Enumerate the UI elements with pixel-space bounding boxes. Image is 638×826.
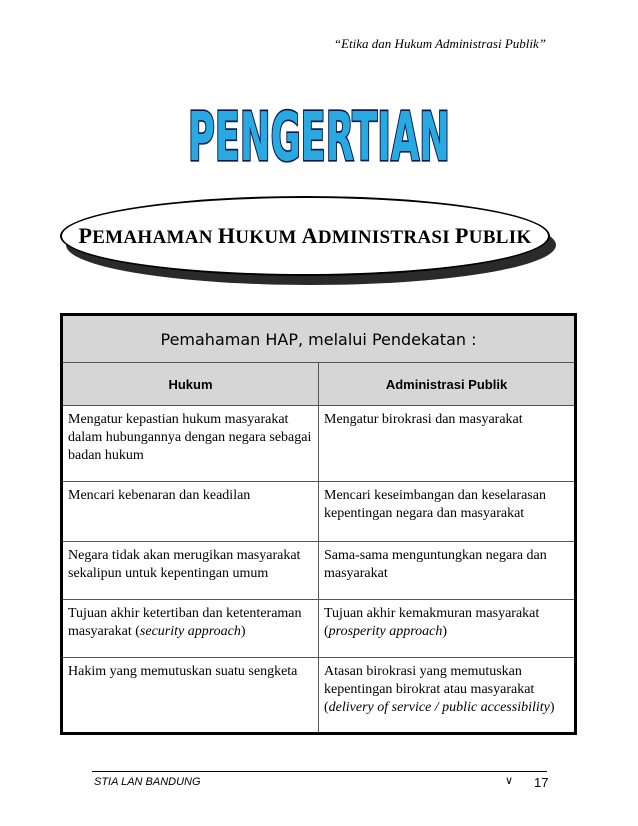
table-caption: Pemahaman HAP, melalui Pendekatan : (62, 315, 576, 363)
table-cell: Atasan birokrasi yang memutuskan kepentingan birokrat atau masyarakat (delivery of service / public accessibility) (319, 658, 576, 734)
table-cell: Tujuan akhir kemakmuran masyarakat (prosperity approach) (319, 600, 576, 658)
table-row (62, 658, 576, 734)
table-cell: Hakim yang memutuskan suatu sengketa (62, 658, 319, 734)
table-cell: Mencari keseimbangan dan keselarasan kepentingan negara dan masyarakat (319, 482, 576, 542)
footer-divider (92, 771, 547, 772)
page-number: 17 (534, 775, 549, 790)
table-cell: Mengatur birokrasi dan masyarakat (319, 406, 576, 482)
table-cell: Tujuan akhir ketertiban dan ketenteraman masyarakat (security approach) (62, 600, 319, 658)
table-row (62, 406, 576, 482)
column-header-administrasi-publik: Administrasi Publik (319, 363, 576, 406)
table-cell: Sama-sama menguntungkan negara dan masyarakat (319, 542, 576, 600)
page-title: PENGERTIAN (188, 98, 450, 170)
footer-mark: ∨ (505, 774, 514, 787)
banner-oval (60, 196, 550, 276)
table-cell: Negara tidak akan merugikan masyarakat sekalipun untuk kepentingan umum (62, 542, 319, 600)
footer-institution: STIA LAN BANDUNG (94, 776, 201, 788)
page-title-wordart (0, 80, 638, 170)
section-heading: PEMAHAMAN HUKUM ADMINISTRASI PUBLIK (78, 223, 532, 248)
column-header-hukum: Hukum (62, 363, 319, 406)
table-row (62, 542, 576, 600)
table-cell: Mengatur kepastian hukum masyarakat dalam hubungannya dengan negara sebagai badan hukum (62, 406, 319, 482)
running-header: “Etika dan Hukum Administrasi Publik” (333, 36, 546, 51)
table-row (62, 600, 576, 658)
table-cell: Mencari kebenaran dan keadilan (62, 482, 319, 542)
section-banner (60, 196, 564, 292)
comparison-table (60, 313, 577, 735)
table-row (62, 482, 576, 542)
